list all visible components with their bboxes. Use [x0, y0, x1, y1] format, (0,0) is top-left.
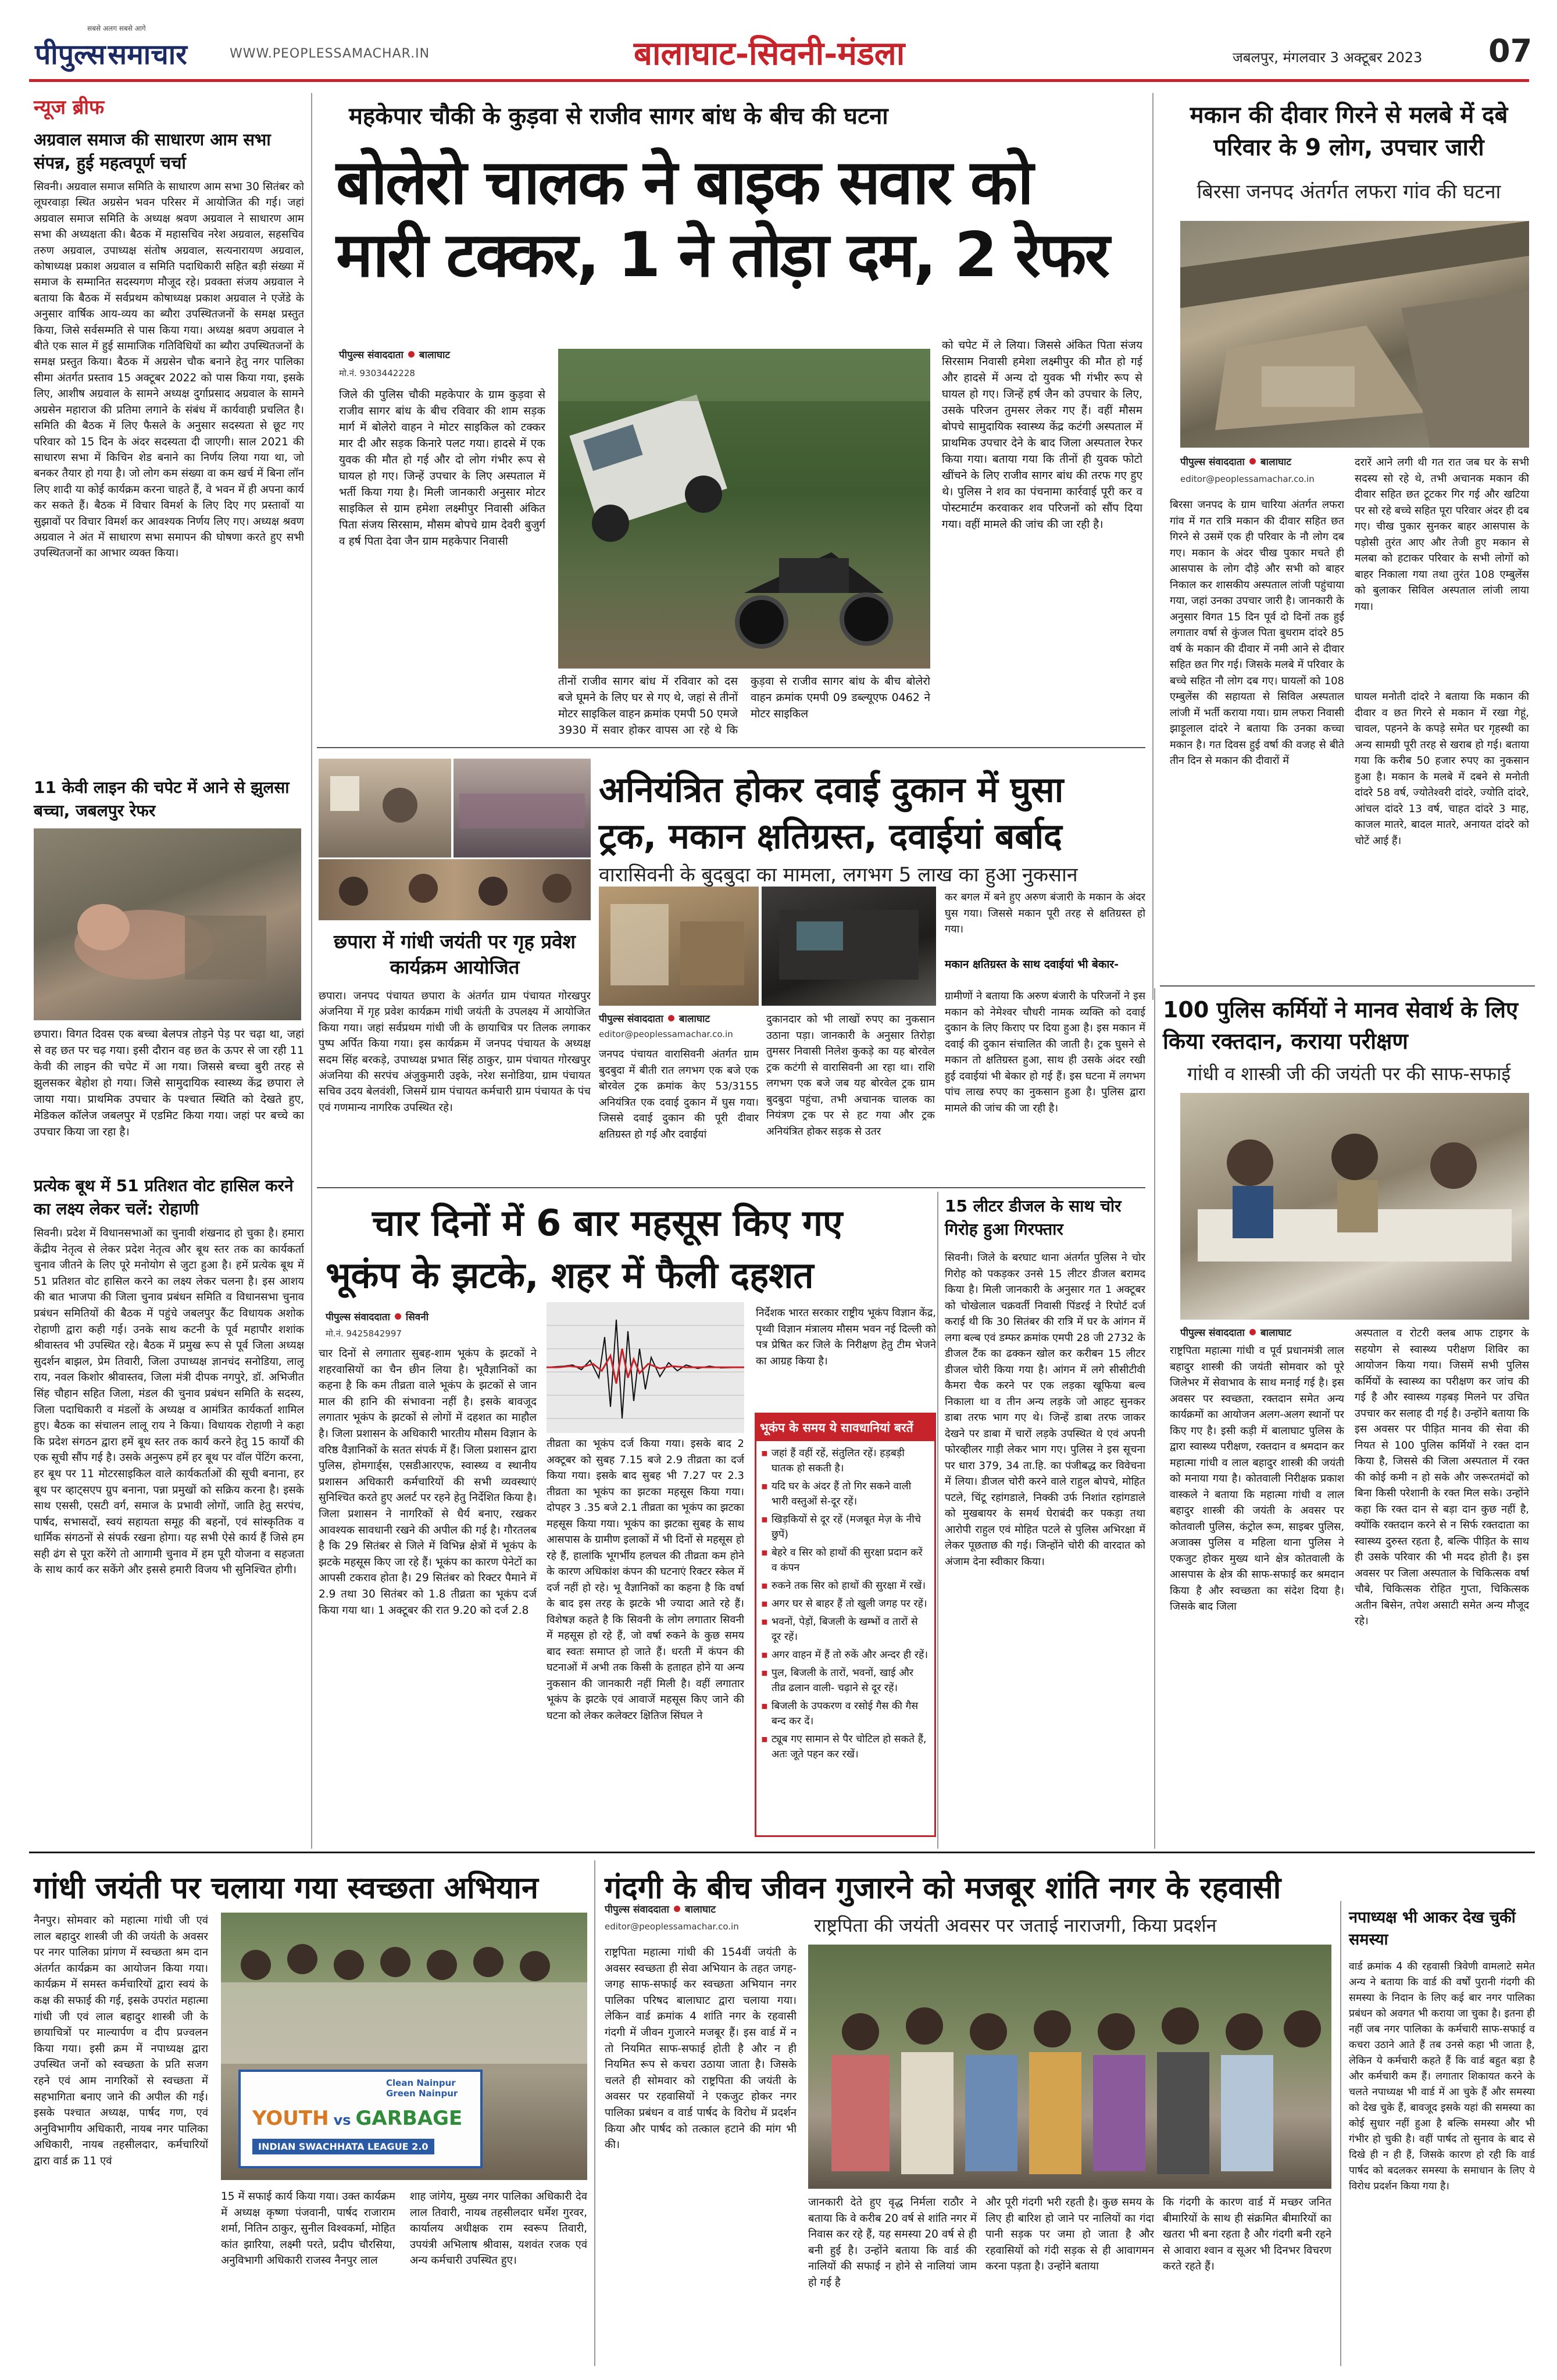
byline-dot-icon: [1249, 1329, 1256, 1335]
middle-bottom-rule: [29, 1852, 1535, 1853]
brief-story2-body: छपारा। विगत दिवस एक बच्चा बेलपत्र तोड़ने पेड़ पर चढ़ा था, जहां से वह छत पर चढ़ गया। इसी दौरान वह छत के ऊपर से जा रही 11 केवी की लाइन की चपेट में आ गया। जिससे बच्चा बुरी तरह से झुलसकर बेहोश हो गया। जिसे सामुदायिक स्वास्थ्य केंद्र छपारा ले जाया गया। प्राथमिक उपचार के पश्चात स्थिति को देखते हुए, मेडिकल कॉलेज जबलपुर में एडमिट किया गया। जहां पर बच्चे का उपचार किया जा रहा है।: [34, 1028, 304, 1138]
brand-logo: [35, 35, 187, 73]
shanti-caption-col2: और पूरी गंदगी भरी रहती है। कुछ समय के लिए ही बारिश हो जाने पर नालियों का गंदा पानी सड़क पर जमा हो जाता है और रहवासियों को गंदी सड़क से ही आवागमन करना पड़ता है। उन्होंने बताया: [985, 2196, 1154, 2273]
griha-pravesh-photo-2: [453, 759, 591, 857]
banner-top-text: Clean Nainpur Green Nainpur: [386, 2078, 458, 2099]
bullet-icon: ▪: [761, 1616, 768, 1628]
banner-word-1: YOUTH: [252, 2107, 329, 2130]
medicine-headline-line2: ट्रक, मकान क्षतिग्रस्त, दवाईयां बर्बाद: [599, 816, 1062, 857]
bullet-icon: ▪: [761, 1700, 768, 1712]
griha-pravesh-headline: छपारा में गांधी जयंती पर गृह प्रवेश कार्यक्रम आयोजित: [319, 924, 591, 980]
brief-story3-headline: प्रत्येक बूथ में 51 प्रतिशत वोट हासिल करने का लक्ष्य लेकर चलें: रोहाणी: [34, 1176, 294, 1218]
collapsed-wall-photo: [1180, 221, 1529, 448]
cleanliness-drive-photo: [221, 1913, 587, 2180]
rubble-image: [1180, 221, 1529, 448]
bullet-icon: ▪: [761, 1514, 768, 1525]
precaution-text: बिजली के उपकरण व रसोई गैस की गैस बन्द कर दें।: [771, 1700, 919, 1727]
masthead: [0, 0, 1557, 81]
burned-child-photo: [34, 828, 301, 1020]
shanti-side-body: वार्ड क्रमांक 4 की रहवासी त्रिवेणी वामलाटे समेत अन्य ने बताया कि वार्ड की वर्षों पुरानी गंदगी की समस्या के निदान के लिए कई बार नगर पालिका प्रबंधन को अवगत भी कराया जा चुका है। इतना ही नहीं जब नगर पालिका के कर्मचारी साफ-सफाई व कचरा उठाने आते हैं तब उनसे कहा भी जाता है, लेकिन ये कर्मचारी कहते हैं कि वार्ड बहुत बड़ा है और कर्मचारी कम हैं। लगातार शिकायत करने के चलते नपाध्यक्ष भी वार्ड में आ चुके हैं और समस्या को देख चुके हैं, बावजूद इसके यहां की समस्या का कोई सुधार नहीं हुआ है बल्कि समस्या और भी गंभीर हो चुकी है। वहीं पार्षद तो सुनाव के बाद से दिखे ही न ही हैं, जिसके कारण हो रही कि वार्ड पार्षद को बदलकर समस्या के समाधान के लिए ये विरोध प्रदर्शन किया गया है।: [1349, 1961, 1535, 2192]
bullet-icon: ▪: [761, 1547, 768, 1559]
precaution-item: [761, 1545, 930, 1575]
police-byline-name: पीपुल्स संवाददाता: [1180, 1327, 1245, 1339]
diesel-body: सिवनी। जिले के बरघाट थाना अंतर्गत पुलिस ने चोर गिरोह को पकड़कर उनसे 15 लीटर डीजल बरामद किया है। मिली जानकारी के अनुसार गत 1 अक्टूबर को चोखेलाल चक्रवर्ती निवासी पिंडरई ने रिपोर्ट दर्ज कराई थी कि 30 सितंबर की रात्रि में घर के आंगन में लगा बल्ब एवं डम्फर क्रमांक एमपी 28 जी 2732 के डीजल टैंक का ढक्कन खोल कर करीबन 15 लीटर डीजल चोरी किया गया है। आंगन में लगे सीसीटीवी कैमरा चैक करने पर एक लड़का खूफिया बल्व निकाला था व तीन अन्य लड़के जो आहट सुनकर डाबा तरफ भाग गए थे। जिन्हें डाबा तरफ जाकर देखने पर डाबा में चारों लड़के उपस्थित थे एवं अपनी फोरव्हीलर गाड़ी लेकर भाग गए। पुलिस ने इस सूचना पर धारा 379, 34 ता.हि. का पंजीबद्ध कर विवेचना में लिया। डीजल चोरी करने वाले राहुल बोपचे, मोहित पटले, चिंटू रहांगडाले, निक्की उर्फ निशांत रहांगडाले को मुखबायर के समर्थ घेराबंदी कर पकड़ा तथा आरोपी राहुल एवं मोहित पटले से पुलिस अभिरक्षा में लेकर पूछताछ की गई। जिन्होंने चोरी की वारदात को अंजाम देना स्वीकार किया।: [945, 1252, 1145, 1568]
bullet-icon: ▪: [761, 1667, 768, 1679]
lead-headline-line2: मारी टक्कर, 1 ने तोड़ा दम, 2 रेफर: [336, 219, 1108, 291]
shanti-email: editor@peoplessamachar.co.in: [605, 1921, 739, 1932]
precaution-item: [761, 1578, 930, 1593]
precaution-text: रुकने तक सिर को हाथों की सुरक्षा में रखें।: [771, 1580, 926, 1592]
damaged-shop-image: [599, 887, 759, 1006]
column-divider-right: [1152, 93, 1154, 1000]
precaution-text: पुल, बिजली के तारों, भवनों, खाई और तीव्र ढलान वाली- चढ़ाने से दूर रहें।: [771, 1667, 914, 1694]
griha-pravesh-photo-3: [319, 859, 591, 920]
medicine-byline: [599, 1012, 710, 1025]
byline-dot-icon: [408, 351, 415, 358]
brand-left: पीपुल्स: [35, 38, 106, 71]
medicine-body-col2b: ग्रामीणों ने बताया कि अरुण बंजारी के परिजनों ने इस मकान को नेमेश्वर चौधरी नामक व्यक्ति को दवाई दुकान के लिए किराए पर दिया हुआ है। इस मकान में दवाई की दुकान संचालित की जाती है। ट्रक घुसने से मकान तो क्षतिग्रस्त हुआ, साथ ही उसके अंदर रखी हुई दवाईयां भी बेकार हो गई हैं। इस घटना में लगभग पांच लाख रुपए का नुकसान हुआ है। पुलिस द्वारा मामले की जांच की जा रही है।: [945, 990, 1145, 1114]
lead-byline-name: पीपुल्स संवाददाता: [339, 349, 403, 361]
lead-byline-place: बालाघाट: [419, 349, 450, 361]
gandhi-headline: गांधी जयंती पर चलाया गया स्वच्छता अभियान: [34, 1871, 538, 1906]
lead-bottom-rule: [317, 747, 1145, 748]
accident-scene-image: [558, 349, 930, 669]
precautions-title: भूकंप के समय ये सावधानियां बरतें: [756, 1414, 934, 1441]
medicine-headline-line1: अनियंत्रित होकर दवाई दुकान में घुसा: [599, 770, 1064, 810]
medicine-body-col2: कर बगल में बने हुए अरुण बंजारी के मकान के अंदर घुस गया। जिससे मकान पूरी तरह से क्षतिग्रस्त हो गया।: [945, 891, 1145, 935]
column-divider-bottom: [594, 1860, 595, 2366]
quake-precautions-box: [755, 1413, 936, 1837]
precaution-item: [761, 1614, 930, 1645]
medicine-email: editor@peoplessamachar.co.in: [599, 1029, 733, 1039]
truck-image: [762, 887, 936, 1006]
shanti-byline: [605, 1902, 716, 1916]
precaution-item: [761, 1699, 930, 1729]
police-body-col1: राष्ट्रपिता महात्मा गांधी व पूर्व प्रधानमंत्री लाल बहादुर शास्त्री की जयंती सोमवार को पूरे जिलेभर में सेवाभाव के साथ मनाई गई है। इस अवसर पर स्वच्छता, रक्तदान समेत अन्य कार्यक्रमों का आयोजन अलग-अलग स्थानों पर किए गए है। इसी कड़ी में बालाघाट पुलिस के द्वारा स्वास्थ्य परीक्षण, रक्तदान व श्रमदान कर महात्मा गांधी व लाल बहादुर शास्त्री की जयंती को मनाया गया है। कोतवाली निरीक्षक प्रकाश वास्कले ने बताया कि महात्मा गांधी व लाल बहादुर शास्त्री की जयंती के अवसर पर कोतवाली पुलिस, कंट्रोल रूम, साइबर पुलिस, अजाक्स पुलिस व महिला थाना पुलिस ने एकजुट होकर मुख्य थाने क्षेत्र कोतवाली के आसपास के क्षेत्र की साफ-सफाई कर श्रमदान किया है और स्वच्छता का संदेश दिया है। जिसके बाद जिला: [1170, 1345, 1344, 1613]
brand-tagline: सबसे अलग सबसे आगे: [87, 24, 146, 33]
police-blood-donation-photo: [1180, 1093, 1529, 1320]
residents-group-image: [808, 1945, 1331, 2189]
police-subhead: गांधी व शास्त्री जी की जयंती पर की साफ-सफाई: [1187, 1063, 1511, 1085]
precaution-item: [761, 1512, 930, 1542]
precaution-item: [761, 1732, 930, 1762]
wall-subhead: बिरसा जनपद अंतर्गत लफरा गांव की घटना: [1197, 180, 1501, 203]
wall-body-col1: बिरसा जनपद के ग्राम चारिया अंतर्गत लफरा गांव में गत रात्रि मकान की दीवार सहित छत गिरने से उसमें एक ही परिवार के नौ लोग दब गए। मकान के अंदर चीख पुकार मचते ही आसपास के लोग दौड़े और सभी को बाहर निकाल कर शासकीय अस्पताल लांजी पहुंचाया गया, जहां उनका उपचार जारी है। जानकारी के अनुसार विगत 15 दिन पूर्व दो दिनों तक हुई लगातार वर्षा से कुंजल पिता बुधराम दांदरे 85 वर्ष के मकान की दीवार में नमी आने से दीवार सहित छत गिर गई। जिसके मलबे में परिवार के बच्चे सहित नौ लोग दब गए। घायलों को 108 एम्बुलेंस की सहायता से सिविल अस्पताल लांजी में भर्ती कराया गया। ग्राम लफरा निवासी झाड़ूलाल दांदरे ने बताया कि उनका कच्चा मकान है। गत दिवस हुई वर्षा की वजह से बीते तीन दिन से मकान की दीवारों में: [1170, 499, 1344, 767]
byline-dot-icon: [1249, 458, 1256, 464]
column-divider-diesel: [937, 1192, 938, 1849]
crowd-image: [319, 859, 591, 920]
column-divider-left: [311, 93, 312, 1849]
gandhi-body-col2: 15 में सफाई कार्य किया गया। उक्त कार्यक्रम में अध्यक्ष कृष्णा पंजवानी, पार्षद राजाराम शर्मा, नितिन ठाकुर, सुनील विश्वकर्मा, मोहित कांत झारिया, लक्ष्मी परते, प्रदीप चौरसिया, अनुविभागी अधिकारी राजस्व नैनपुर लाल: [221, 2190, 395, 2267]
precaution-item: [761, 1446, 930, 1476]
accident-photo: [558, 349, 930, 669]
byline-dot-icon: [395, 1313, 401, 1320]
byline-dot-icon: [674, 1906, 680, 1912]
wall-body-col2a: दरारें आने लगी थी गत रात जब घर के सभी सदस्य सो रहे थे, तभी अचानक मकान की दीवार सहित छत टूटकर गिर गई और खटिया पर सो रहे बच्चे सहित पूरा परिवार अंदर ही दब गए। चीख पुकार सुनकर बाहर आसपास के पड़ोसी तुरंत आए और तेजी हुए मकान से मलबा को हटाकर परिवार के सभी लोगों को बाहर निकाला गया तथा तुरंत 108 एम्बुलेंस को बुलाकर सिविल अस्पताल लांजी लाया गया।: [1355, 456, 1529, 613]
police-body-col2: अस्पताल व रोटरी क्लब आफ टाइगर के सहयोग से स्वास्थ्य परीक्षण शिविर का आयोजन किया गया। जिसमें सभी पुलिस कर्मियों के स्वास्थ्य का परीक्षण कर जांच की गई है और स्वास्थ्य गड़बड़ मिलने पर उचित उपचार कर सलाह दी गई है। उन्होंने बताया कि इस अवसर पर पीड़ित मानव की सेवा की नियत से 100 पुलिस कर्मियों ने रक्त दान किया है, जिससे की जिला अस्पताल में रक्त की कोई कमी न हो सके और जरूरतमंदों को बिना किसी परेशानी के रक्त मिल सके। उन्होंने कहा कि रक्त दान से बड़ा दान कुछ नहीं है, क्योंकि रक्तदान करने से न सिर्फ रक्तदाता का स्वास्थ्य दुरुस्त रहता है, बल्कि पीड़ित के साथ ही उसके परिवार की भी मदद होती है। इस अवसर पर जिला अस्पताल के चिकित्सक वर्षा चौबे, चिकित्सक रोहित गुप्ता, चिकित्सक अतीन बिसेन, तपेश असाटी समेत अन्य मौजूद रहे।: [1355, 1327, 1529, 1627]
blood-donation-image: [1180, 1093, 1529, 1320]
wall-body-col2b: घायल मनोती दांदरे ने बताया कि मकान की दीवार व छत गिरने से मकान में रखा गेहूं, चावल, पहनने के कपड़े समेत घर गृहस्थी का अन्य सामग्री पूरी तरह से खराब हो गई। बताया गया कि करीब 50 हजार रुपए का नुकसान हुआ है। मकान के मलबे में दबने से मनोती दांदरे 58 वर्ष, ज्योतेश्वरी दांदरे, ज्योति दांदरे, आंचल दांदरे 13 वर्ष, चाहत दांदरे 3 माह, काजल मातरे, बादल मातरे, अनायत दांदरे को चोटें आई हैं।: [1355, 691, 1529, 847]
column-divider-shanti-side: [1340, 1901, 1341, 2366]
medicine-subhead: वारासिवनी के बुदबुदा का मामला, लगभग 5 लाख का हुआ नुकसान: [599, 863, 1078, 887]
shanti-headline: गंदगी के बीच जीवन गुजारने को मजबूर शांति नगर के रहवासी: [605, 1871, 1281, 1906]
truck-photo: [762, 887, 936, 1006]
seismograph-photo: [547, 1302, 744, 1433]
bullet-icon: ▪: [761, 1649, 768, 1661]
meeting-image: [453, 759, 591, 857]
brief-story2-headline: 11 केवी लाइन की चपेट में आने से झुलसा बच्चा, जबलपुर रेफर: [34, 778, 290, 820]
wall-byline-place: बालाघाट: [1260, 456, 1291, 468]
bullet-icon: ▪: [761, 1481, 768, 1492]
news-brief-label: न्यूज ब्रीफ: [34, 96, 105, 119]
lead-photo-caption: तीनों राजीव सागर बांध में रविवार को दस बजे घूमने के लिए घर से गए थे, जहां से तीनों मोटर साइकिल वाहन क्रमांक एमपी 50 एमजे 3930 में सवार होकर वापस आ रहे थे कि कुड़वा से राजीव सागर बांध के बीच बोलेरो वाहन क्रमांक एमपी 09 डब्ल्यूएफ 0462 ने मोटर साइकिल: [558, 675, 930, 737]
byline-dot-icon: [668, 1015, 674, 1021]
lead-byline: [339, 348, 450, 361]
precaution-item: [761, 1596, 930, 1611]
shanti-subhead: राष्ट्रपिता की जयंती अवसर पर जताई नाराजगी, किया प्रदर्शन: [814, 1914, 1217, 1936]
quake-photo-caption: तीव्रता का भूकंप दर्ज किया गया। इसके बाद 2 अक्टूबर को सुबह 7.15 बजे 2.9 तीव्रता का दर्ज किया गया। इसके बाद सुबह भी 7.27 पर 2.3 तीव्रता का भूकंप का झटका महसूस किया गया। दोपहर 3 .35 बजे 2.1 तीव्रता का भूकंप का झटका महसूस किया गया। भूकंप का झटका सुबह के साथ आसपास के ग्रामीण इलाकों में भी दिनों से महसूस हो रहे हैं, हालांकि भूगर्भीय हलचल की तीव्रता कम होने के कारण अधिकांश कंपन की घटनाएं रिक्टर स्केल में दर्ज नहीं हो रहे। भू वैज्ञानिकों का कहना है कि वर्षा के बाद इस तरह के झटके भी ज्यादा आते रहे हैं। विशेषज्ञ कहते है कि सिवनी के लोग लगातार सिवनी में महसूस हो रहे हैं, जो वर्षा रुकने के कुछ समय बाद स्वतः समाप्त हो जाते हैं। धरती में कंपन की घटनाओं में अभी तक किसी के हताहत होने या अन्य नुकसान की जानकारी नहीं मिली है। वहीं लगातार भूकंप के झटके एवं आवाजें महसूस किए जाने की घटना को लेकर कलेक्टर क्षितिज सिंघल ने: [547, 1438, 744, 1722]
shanti-body-col1: राष्ट्रपिता महात्मा गांधी की 154वीं जयंती के अवसर स्वच्छता ही सेवा अभियान के तहत जगह-जगह साफ-सफाई कर स्वच्छता अभियान नगर पालिका परिषद बालाघाट द्वारा चलाया गया। लेकिन वार्ड क्रमांक 4 शांति नगर के रहवासी गंदगी में जीवन गुजारने मजबूर हैं। इस वार्ड में न तो नियमित साफ-सफाई होती है और न ही नियमित रूप से कचरा उठाया जाता है। जिसके चलते ही सोमवार को राष्ट्रपिता की जयंती के अवसर पर रहवासियों ने एकजुट होकर नगर पालिका प्रबंधन व वार्ड पार्षद के विरोध में प्रदर्शन किया और पार्षद को तत्काल हटाने की मांग भी की।: [605, 1946, 797, 2152]
precaution-text: ट्यूब गए सामान से पैर चोटिल हो सकते हैं, अतः जूते पहन कर रखें।: [771, 1734, 927, 1760]
seismograph-icon: [547, 1302, 744, 1433]
quake-byline: [326, 1310, 428, 1323]
precaution-text: यदि घर के अंदर हैं तो गिर सकने वाली भारी वस्तुओं से-दूर रहें।: [771, 1481, 912, 1507]
wall-byline: [1180, 455, 1291, 468]
medicine-body-col1: दुकानदार को भी लाखों रुपए का नुकसान उठाना पड़ा। जानकारी के अनुसार तिरोड़ा तुमसर निवासी निलेश कुकड़े का यह बोरवेल ट्रक कटंगी से वारासिवनी आ रहा था। राशि लगभग एक बजे जब यह बोरवेल ट्रक ग्राम बुदबुदा पहुंचा, तभी अचानक चालक का नियंत्रण ट्रक पर से हट गया और ट्रक अनियंत्रित होकर सड़क से उतर: [766, 1013, 935, 1138]
bullet-icon: ▪: [761, 1580, 768, 1592]
police-headline: 100 पुलिस कर्मियों ने मानव सेवार्थ के लिए किया रक्तदान, कराया परीक्षण: [1163, 997, 1519, 1054]
section-title: बालाघाट-सिवनी-मंडला: [634, 34, 905, 73]
wall-bottom-rule: [1160, 985, 1535, 987]
precautions-list: [756, 1441, 934, 1762]
wall-email: editor@peoplessamachar.co.in: [1180, 474, 1315, 484]
griha-pravesh-body: छपारा। जनपद पंचायत छपारा के अंतर्गत ग्राम पंचायत गोरखपुर अंजनिया में गृह प्रवेश कार्यक्रम गांधी जयंती के उपलक्ष्य में आयोजित किया गया। जहां सर्वप्रथम गांधी जी के छायाचित्र पर तिलक लगाकर पुष्प अर्पित किया गया। इस कार्यक्रम में जनपद पंचायत के अध्यक्ष सदम सिंह बरकड़े, उपाध्यक्ष प्रभात सिंह ठाकुर, ग्राम पंचायत गोरखपुर अंजनिया की सरपंच अंजुकुमारी उइके, नरेश सनोडिया, ग्राम पंचायत सचिव उदय बेलवंशी, जिसमें ग्राम पंचायत कर्मचारी ग्राम पंचायत के पंच एवं गणमान्य नागरिक उपस्थित रहे।: [319, 990, 591, 1114]
brief-story1-headline: अग्रवाल समाज की साधारण आम सभा संपन्न, हुई महत्वपूर्ण चर्चा: [34, 130, 271, 173]
brand-right: समाचार: [108, 38, 187, 71]
shanti-residents-photo: [808, 1945, 1331, 2189]
medicine-byline-name: पीपुल्स संवाददाता: [599, 1013, 663, 1025]
medicine-body-col0: जनपद पंचायत वारासिवनी अंतर्गत ग्राम बुदबुदा में बीती रात लगभग एक बजे एक बोरवेल ट्रक क्रमांक केए 53/3155 अनियंत्रित एक दवाई दुकान में घुस गया। जिससे दवाई दुकान की पूरी दीवार क्षतिग्रस्त हो गई और दवाईयां: [599, 1048, 759, 1141]
shanti-caption-col3: कि गंदगी के कारण वार्ड में मच्छर जनित बीमारियों के साथ ही संक्रमित बीमारियों का खतरा भी बना रहता है और गंदगी बनी रहने से आवारा श्वान व सूअर भी दिनभर विचरण करते रहते हैं।: [1163, 2196, 1331, 2273]
column-divider-police: [1154, 988, 1155, 1849]
shanti-caption-col1: जानकारी देते हुए वृद्ध निर्मला राठौर ने बताया कि वे करीब 20 वर्ष से शांति नगर में निवास कर रहे हैं, यह समस्या 20 वर्ष से ही बनी हुई है। उन्होंने बताया कि वार्ड की नालियों की सफाई न होने से नालियां जाम हो गई है: [808, 2196, 977, 2289]
precaution-text: बेहरे व सिर को हाथों की सुरक्षा प्रदान करें व कंपन: [771, 1547, 923, 1574]
brief-story3-body: सिवनी। प्रदेश में विधानसभाओं का चुनावी शंखनाद हो चुका है। हमारा केंद्रीय नेतृत्व से लेकर प्रदेश नेतृत्व और बूथ स्तर तक का कार्यकर्ता चुनाव जीतने के लिए पूरे मनोयोग से जुटा हुआ है। हमें प्रत्येक बूथ में 51 प्रतिशत वोट हासिल करने का लक्ष्य लेकर चलना है। इस आशय की बात भाजपा की जिला चुनाव प्रबंधन समिति व विधानसभा चुनाव प्रबंधन समितियों की बैठक में पहुंचे जबलपुर कैंट विधायक अशोक रोहाणी द्वारा कही गई। उनके साथ कटनी के पूर्व महापौर शशांक श्रीवास्तव भी उपस्थित रहे। बैठक में प्रमुख रूप से पूर्व जिला अध्यक्ष सुदर्शन बाझल, प्रेम तिवारी, जिला उपाध्यक्ष ज्ञानचंद सनोडिया, लालू राय, नवल किशोर श्रीवास्तव, जिला मंत्री दीपक नगपुरे, डॉ. अभिजीत सिंह चौहान सहित जिला, मंडल की चुनाव प्रबंधन समिति के सदस्य, जिला पदाधिकारी व मंडलों के अध्यक्ष व आमंत्रित कार्यकर्ता शामिल हुए। बैठक का संचालन लालू राय ने किया। विधायक रोहाणी ने कहा कि प्रदेश संगठन द्वारा हमें बूथ स्तर तक कार्य करने हेतु 15 कार्यों की एक सूची सौंप गई है। उसके अनुरूप हमें हर बूथ पर वॉल पेंटिंग करना, हर बूथ पर 11 मोटरसाइकिल वाले कार्यकर्ताओं की सूची बनाना, हर बूथ पर व्हाट्सएप ग्रुप बनाना, पन्ना प्रमुखों को सक्रिय करना है। इसके साथ एससी, एसटी वर्ग, समाज के प्रभावी लोगों, जाति हेतु सरपंच, पार्षद, सभासदों, स्वयं सहायता समूह की बहनों, एवं सांस्कृतिक व धार्मिक संगठनों से संपर्क रखना होगा। यह सभी ऐसे कार्य हैं जिसे हम सही ढंग से पूरा करेंगे तो आगामी चुनाव में हम पूरी योजना व सहजता के साथ कार्य कर सकेंगे और इससे हमारी विजय भी सुनिश्चित होगी।: [34, 1227, 304, 1577]
banner-words: [252, 2107, 462, 2130]
wall-byline-name: पीपुल्स संवाददाता: [1180, 456, 1245, 468]
banner-word-2: vs: [333, 2112, 351, 2128]
brief-story1-body: सिवनी। अग्रवाल समाज समिति के साधारण आम सभा 30 सितंबर को लूघरवाड़ा स्थित अग्रसेन भवन परिसर में आयोजित की गई। जहां अग्रवाल समाज समिति के अध्यक्ष श्रवण अग्रवाल ने साधारण आम सभा की अध्यक्षता की। बैठक में महासचिव नरेश अग्रवाल, सहसचिव तरुण अग्रवाल, उपाध्यक्ष संतोष अग्रवाल, सत्यनारायण अग्रवाल, कोषाध्यक्ष प्रकाश अग्रवाल व समिति पदाधिकारी सहित बड़ी संख्या में समाज के सम्मानित सदस्यगण मौजूद रहे। प्रवक्ता संजय अग्रवाल ने बताया कि बैठक में सर्वप्रथम कोषाध्यक्ष प्रकाश अग्रवाल ने एजेंडे के अनुसार वार्षिक आय-व्यय का ब्यौरा उपस्थितजनों के समक्ष प्रस्तुत किया, जिसे सर्वसम्मति से पास किया गया। अध्यक्ष श्रवण अग्रवाल ने बीते एक साल में हुई सामाजिक गतिविधियों का ब्यौरा उपस्थितजनों के समक्ष प्रस्तुत किया। बैठक में अग्रसेन चौक बनाने हेतु नगर पालिका सीमा अंतर्गत प्रस्ताव 15 अक्टूबर 2022 को पास किया गया, इसके लिए, आशीष अग्रवाल के सामने अध्यक्ष दुर्गाप्रसाद अग्रवाल के सामने अग्रसेन महाराज की प्रतिमा लगाने के संबंध में कार्यवाही प्रचलित है। समिति की बैठक में लिए फैसले के अनुसार सदस्यता से छूट गए परिवार को 15 दिन के अंदर सदस्यता दी जाएगी। साल 2021 की साधारण सभा में किचिन शेड बनाने का निर्णय लिया गया था, जो बनकर तैयार हो गया है। जो लोग कम संख्या वा कम खर्च में बिना लॉन लिए शादी या कोई कार्यक्रम करना चाहते हैं, वे भवन में ही अपना कार्य कर सकते हैं। बैठक में विचार विमर्श के लिए दिए गए प्रस्तावों या सुझावों पर विचार विमर्श कर आवश्यक निर्णय लिए गए। अध्यक्ष श्रवण अग्रवाल ने अंत में साधारण सभा समापन की घोषणा करते हुए सभी उपस्थितजनों का आभार व्यक्त किया।: [34, 181, 304, 560]
precaution-item: [761, 1666, 930, 1696]
banner-word-3: GARBAGE: [355, 2107, 463, 2130]
quake-byline-name: पीपुल्स संवाददाता: [326, 1311, 390, 1323]
wall-headline: मकान की दीवार गिरने से मलबे में दबे परिवार के 9 लोग, उपचार जारी: [1190, 102, 1508, 161]
shanti-byline-place: बालाघाट: [684, 1904, 716, 1916]
quake-mobile: मो.नं. 9425842997: [326, 1328, 402, 1339]
diesel-headline: 15 लीटर डीजल के साथ चोर गिरोह हुआ गिरफ्तार: [945, 1196, 1122, 1239]
masthead-rule: [29, 79, 1529, 82]
bullet-icon: ▪: [761, 1734, 768, 1745]
youth-garbage-banner: [238, 2070, 483, 2168]
lead-body-col1: जिले की पुलिस चौकी महकेपार के ग्राम कुड़वा से राजीव सागर बांध के बीच रविवार की शाम सड़क मार्ग में बोलेरो वाहन ने मोटर साइकिल को टक्कर मार दी और सड़क किनारे पलट गया। हादसे में एक युवक की मौत हो गई और दो लोग गंभीर रूप से घायल हो गए। जिन्हें उपचार के लिए अस्पताल में भर्ती किया गया है। मिली जानकारी अनुसार मोटर साइकिल से ग्राम हमेशा लक्ष्मीपुर निवासी अंकित पिता संजय सिरसाम, मौसम बोपचे ग्राम देवरी बुजुर्ग व हर्ष पिता देवा जैन ग्राम महकेपार निवासी: [339, 388, 545, 548]
precaution-text: अगर वाहन में हैं तो रुकें और अन्दर ही रहें।: [771, 1649, 928, 1661]
dateline: जबलपुर, मंगलवार 3 अक्टूबर 2023: [1233, 49, 1423, 66]
precaution-text: जहां हैं वहीं रहें, संतुलित रहें। हड़बड़ी घातक हो सकती है।: [771, 1448, 905, 1474]
quake-headline-line2: भूकंप के झटके, शहर में फैली दहशत: [326, 1254, 814, 1296]
ceremony-image: [319, 759, 451, 857]
police-byline: [1180, 1325, 1291, 1339]
precaution-item: [761, 1648, 930, 1663]
quake-headline-line1: चार दिनों में 6 बार महसूस किए गए: [372, 1202, 843, 1244]
medicine-inline-subhead: मकान क्षतिग्रस्त के साथ दवाईयां भी बेकार-: [945, 958, 1119, 971]
bullet-icon: ▪: [761, 1448, 768, 1459]
shanti-byline-name: पीपुल्स संवाददाता: [605, 1904, 669, 1916]
precaution-text: अगर घर से बाहर हैं तो खुली जगह पर रहें।: [771, 1598, 927, 1610]
medicine-bottom-rule: [317, 1187, 1145, 1188]
quake-byline-place: सिवनी: [405, 1311, 429, 1323]
lead-mobile: मो.नं. 9303442228: [339, 368, 415, 378]
precaution-text: खिड़कियों से दूर रहें (मजबूत मेज़ के नीचे छुपें): [771, 1514, 921, 1541]
gandhi-body-col3: शाह जांगेय, मुख्य नगर पालिका अधिकारी देव लाल तिवारी, नायब तहसीलदार धर्मेश गुरवर, कार्यालय अधीक्षक राम स्वरूप तिवारी, उपयंत्री अभिलाष श्रीवास, यशवंत रजक एवं अन्य कर्मचारी उपस्थित हुए।: [410, 2190, 587, 2267]
precaution-item: [761, 1479, 930, 1509]
gandhi-body-col1: नैनपुर। सोमवार को महात्मा गांधी जी एवं लाल बहादुर शास्त्री जी की जयंती के अवसर पर नगर पालिका प्रांगण में स्वच्छता श्रम दान अंतर्गत कार्यक्रम का आयोजन किया गया। कार्यक्रम में समस्त कर्मचारियों द्वारा स्वयं के कक्ष की सफाई की गई, इसके उपरांत महात्मा गांधी जी एवं लाल बहादुर शास्त्री जी के छायाचित्रों पर माल्यार्पण व दीप प्रज्वलन किया गया। इसी क्रम में नपाध्यक्ष द्वारा उपस्थित जनों को स्वच्छता के प्रति सजग रहने एवं आम नागरिकों से स्वच्छता में सहभागिता बनाए जाने की अपील की गई। इसके पश्चात अध्यक्ष, पार्षद गण, एवं अनुविभागीय अधिकारी, नायब नगर पालिका अधिकारी, नायब तहसीलदार, कर्मचारियों द्वारा वार्ड क्र 11 एवं: [34, 1914, 208, 2167]
shanti-side-headline: नपाध्यक्ष भी आकर देख चुकीं समस्या: [1349, 1909, 1516, 1949]
quake-body-col3: निर्देशक भारत सरकार राष्ट्रीय भूकंप विज्ञान केंद्र, पृथ्वी विज्ञान मंत्रालय मौसम भवन नई दिल्ली को पत्र प्रेषित कर जिले के निरीक्षण हेतु टीम भेजने का आग्रह किया है।: [756, 1307, 936, 1367]
burned-child-image: [34, 828, 301, 1020]
page-number: 07: [1488, 33, 1533, 69]
website: WWW.PEOPLESSAMACHAR.IN: [230, 47, 430, 61]
medicine-byline-place: बालाघाट: [678, 1013, 710, 1025]
griha-pravesh-photo-1: [319, 759, 451, 857]
lead-headline-line1: बोलेरो चालक ने बाइक सवार को: [336, 146, 1032, 218]
quake-body-col1: चार दिनों से लगातार सुबह-शाम भूकंप के झटकों ने शहरवासियों का चैन छीन लिया है। भूवैज्ञानिकों का कहना है कि कम तीव्रता वाले भूकंप के झटकों से जान माल की हानि की संभावना नहीं है। इसके बावजूद लगातार भूकंप के झटकों से लोगों में दहशत का माहौल है। जिला प्रशासन के अधिकारी भारतीय मौसम विज्ञान के वरिष्ठ वैज्ञानिकों के सतत संपर्क में हैं। जिला प्रशासन द्वारा पुलिस, होमगार्ड्स, एसडीआरएफ, स्वास्थ्य व स्थानीय प्रशासन अधिकारी कर्मचारियों की सभी व्यवस्थाएं सुनिश्चित करते हुए अलर्ट पर रहने हेतु निर्देशित किया है। जिला प्रशासन ने नागरिकों से धैर्य बनाए, रखकर आवश्यक सावधानी रखने की अपील की गई है। गौरतलब है कि 29 सितंबर से जिले में विभिन्न क्षेत्रों में भूकंप के झटके महसूस किए जा रहे हैं। भूकंप का कारण पेनेटों का आपसी टकराव होता है। 29 सितंबर को रिक्टर पैमाने में 2.9 तथा 30 सितंबर को 1.8 तीव्रता का भूकंप दर्ज किया गया था। 1 अक्टूबर की रात 9.20 को दर्ज 2.8: [319, 1348, 537, 1617]
banner-subtitle: INDIAN SWACHHATA LEAGUE 2.0: [252, 2139, 434, 2154]
bullet-icon: ▪: [761, 1598, 768, 1610]
precaution-text: भवनों, पेड़ों, बिजली के खम्भों व तारों से दूर रहें।: [771, 1616, 918, 1643]
lead-kicker: महकेपार चौकी के कुड़वा से राजीव सागर बांध के बीच की घटना: [349, 103, 888, 130]
medicine-shop-photo: [599, 887, 759, 1006]
police-byline-place: बालाघाट: [1260, 1327, 1291, 1339]
lead-body-col3: को चपेट में ले लिया। जिससे अंकित पिता संजय सिरसाम निवासी हमेशा लक्ष्मीपुर की मौत हो गई और हादसे में अन्य दो युवक भी गंभीर रूप से घायल हो गए। जिन्हें हर्ष जैन को उपचार के लिए, उसके परिजन तुमसर लेकर गए हैं। वहीं मौसम बोपचे सामुदायिक स्वास्थ्य केंद्र कटंगी अस्पताल में प्राथमिक उपचार देने के बाद जिला अस्पताल रेफर किया गया। बताया गया कि तीनों ही युवक फोटो खींचने के लिए राजीव सागर बांध की तरफ गए हुए थे। पुलिस ने शव का पंचनामा कार्रवाई पूरी कर व पोस्टमार्टम करवाकर शव परिजनों को सौंप दिया गया। वहीं मामले की जांच की जा रही है।: [942, 339, 1142, 531]
